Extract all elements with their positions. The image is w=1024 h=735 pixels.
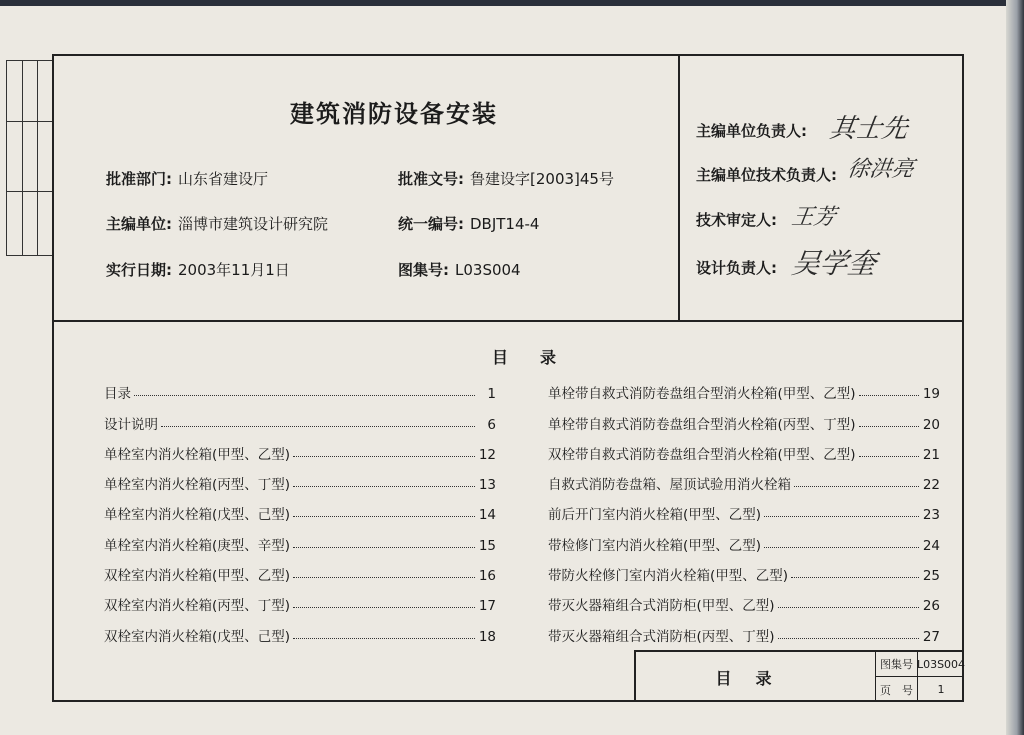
toc-item[interactable]: 设计说明 6	[104, 416, 496, 433]
toc-right-column	[548, 372, 940, 645]
toc-item[interactable]: 双栓室内消火栓箱(丙型、丁型) 17	[104, 598, 496, 615]
book-binding-edge	[1006, 0, 1024, 735]
toc-item[interactable]: 带防火栓修门室内消火栓箱(甲型、乙型) 25	[548, 568, 940, 585]
approval-department: 批准部门: 山东省建设厅	[106, 170, 269, 188]
title-block-name: 目录	[636, 652, 876, 702]
editor-unit: 主编单位: 淄博市建筑设计研究院	[106, 215, 329, 233]
unified-number: 统一编号: DBJT14-4	[398, 215, 540, 233]
design-lead-signature: 吴学奎	[789, 247, 879, 280]
toc-item[interactable]: 自救式消防卷盘箱、屋顶试验用消火栓箱 22	[548, 477, 940, 494]
technical-lead-signature: 徐洪亮	[845, 157, 916, 182]
atlas-number: 图集号: L03S004	[398, 261, 521, 279]
toc-item[interactable]: 双栓室内消火栓箱(戊型、己型) 18	[104, 628, 496, 645]
toc-item[interactable]: 单栓室内消火栓箱(甲型、乙型) 12	[104, 446, 496, 463]
toc-item[interactable]: 目录 1	[104, 386, 496, 403]
effective-date: 实行日期: 2003年11月1日	[106, 261, 290, 279]
toc-item[interactable]: 单栓室内消火栓箱(庚型、辛型) 15	[104, 537, 496, 554]
atlas-number-label: 图集号	[876, 652, 918, 677]
chief-editor-label: 主编单位负责人:	[696, 122, 807, 140]
technical-lead-label: 主编单位技术负责人:	[696, 166, 837, 184]
technical-reviewer-label: 技术审定人:	[696, 211, 777, 229]
toc-item[interactable]: 带灭火器箱组合式消防柜(丙型、丁型) 27	[548, 628, 940, 645]
technical-reviewer-signature: 王芳	[789, 205, 838, 230]
toc-item[interactable]: 双栓带自救式消防卷盘组合型消火栓箱(甲型、乙型) 21	[548, 446, 940, 463]
toc-item[interactable]: 前后开门室内消火栓箱(甲型、乙型) 23	[548, 507, 940, 524]
header-horizontal-divider	[52, 320, 964, 322]
approval-side-strip	[6, 60, 54, 256]
atlas-number-value: L03S004	[918, 652, 964, 677]
toc-item[interactable]: 双栓室内消火栓箱(甲型、乙型) 16	[104, 568, 496, 585]
page-number-value: 1	[937, 683, 945, 696]
page-number-label: 页 号	[876, 677, 918, 702]
toc-item[interactable]: 单栓带自救式消防卷盘组合型消火栓箱(甲型、乙型) 19	[548, 386, 940, 403]
approval-document-number: 批准文号: 鲁建设字[2003]45号	[398, 170, 614, 188]
toc-left-column	[104, 372, 496, 645]
toc-item[interactable]: 单栓室内消火栓箱(丙型、丁型) 13	[104, 477, 496, 494]
toc-item[interactable]: 单栓带自救式消防卷盘组合型消火栓箱(丙型、丁型) 20	[548, 416, 940, 433]
toc-item[interactable]: 带灭火器箱组合式消防柜(甲型、乙型) 26	[548, 598, 940, 615]
design-lead-label: 设计负责人:	[696, 259, 777, 277]
document-title: 建筑消防设备安装	[290, 100, 498, 128]
header-vertical-divider	[678, 54, 680, 322]
toc-title: 目 录	[492, 348, 557, 367]
toc-item[interactable]: 带检修门室内消火栓箱(甲型、乙型) 24	[548, 537, 940, 554]
chief-editor-signature: 其士先	[827, 114, 910, 144]
toc-item[interactable]: 单栓室内消火栓箱(戊型、己型) 14	[104, 507, 496, 524]
title-block	[634, 650, 964, 702]
